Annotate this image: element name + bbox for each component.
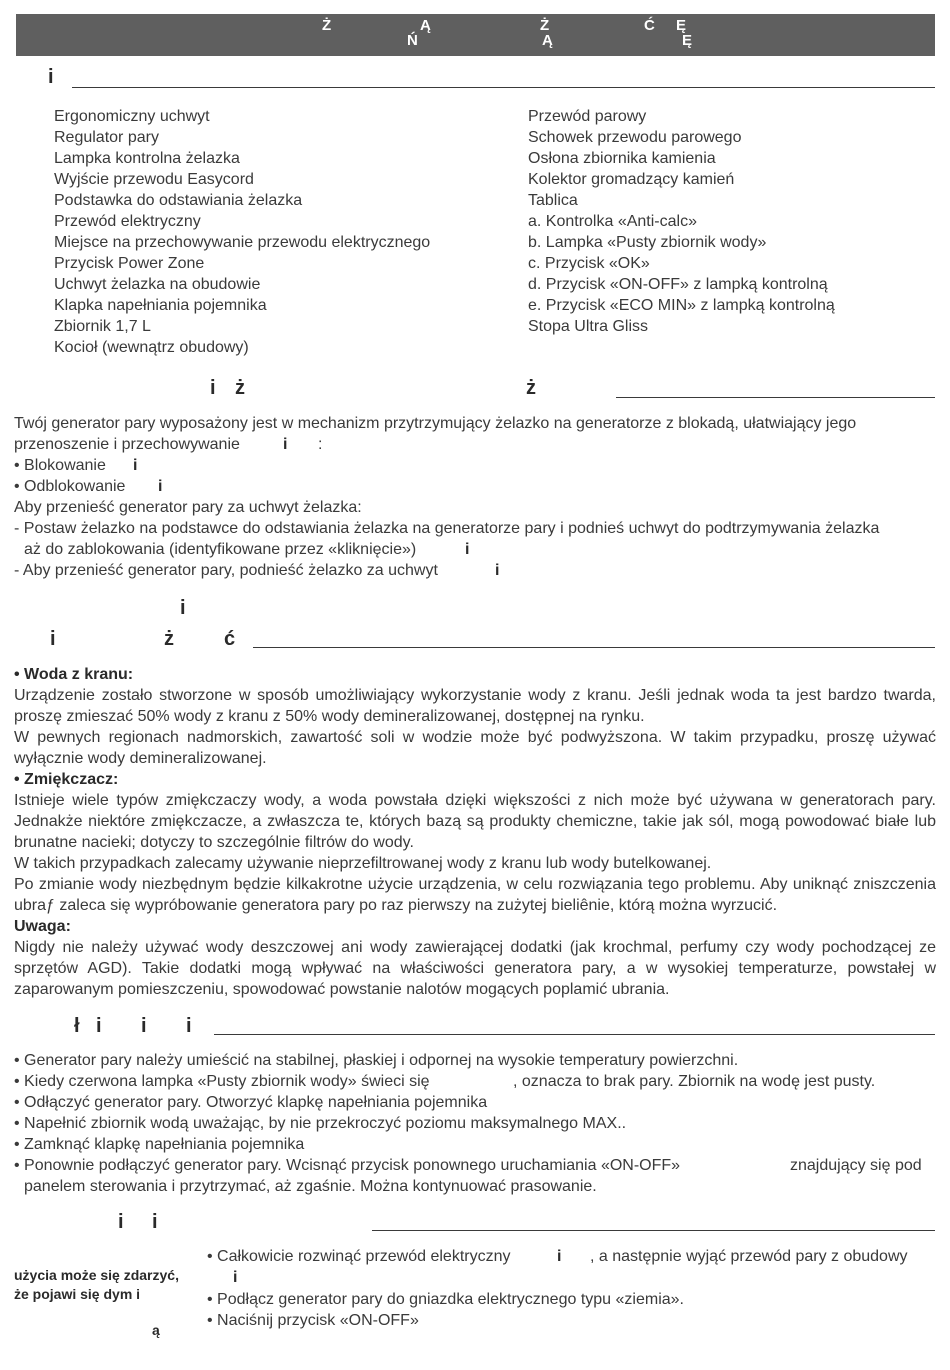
carry-step-2-glyph: i xyxy=(495,562,500,579)
header-glyph: Ą xyxy=(542,32,553,49)
list-item-cont: znajdujący się pod xyxy=(790,1157,922,1174)
list-item: Miejsce na przechowywanie przewodu elektrycznego xyxy=(54,234,431,251)
list-item: d. Przycisk «ON-OFF» z lampką kontrolną xyxy=(528,276,828,293)
section2-intro-colon: : xyxy=(318,436,323,453)
list-item: Lampka kontrolna żelazka xyxy=(54,150,240,167)
list-item: Osłona zbiornika kamienia xyxy=(528,150,716,167)
list-item-glyph: i xyxy=(233,1269,238,1286)
list-item: Przewód elektryczny xyxy=(54,213,201,230)
list-item-cont: panelem sterowania i przytrzymać, aż zgaśnie. Można kontynuować prasowanie. xyxy=(24,1178,597,1195)
section5-heading-glyph: i xyxy=(118,1211,124,1233)
section4-heading-glyph: i xyxy=(141,1015,147,1037)
section3-heading-glyph: i xyxy=(50,628,56,650)
list-item: Podstawka do odstawiania żelazka xyxy=(54,192,303,209)
bullet-lock-glyph: i xyxy=(133,457,138,474)
list-item: Wyjście przewodu Easycord xyxy=(54,171,254,188)
section3-heading-glyph: ż xyxy=(164,628,174,650)
carry-step-1-glyph: i xyxy=(465,541,470,558)
list-item: Zbiornik 1,7 L xyxy=(54,318,151,335)
list-item: Kolektor gromadzący kamień xyxy=(528,171,735,188)
header-glyph: Ż xyxy=(540,17,550,34)
note-title: Uwaga: xyxy=(14,918,71,935)
list-item: Klapka napełniania pojemnika xyxy=(54,297,267,314)
header-glyph: Ą xyxy=(420,17,431,34)
section3-heading-glyph: ć xyxy=(224,628,236,650)
list-item: • Naciśnij przycisk «ON-OFF» xyxy=(207,1312,419,1329)
list-item: • Całkowicie rozwinąć przewód elektryczny xyxy=(207,1248,511,1265)
list-item: • Podłącz generator pary do gniazdka elektrycznego typu «ziemia». xyxy=(207,1291,684,1308)
section4-heading-rule xyxy=(214,1034,935,1035)
section2-intro-glyph: i xyxy=(283,436,288,453)
list-item: Stopa Ultra Gliss xyxy=(528,318,649,335)
list-item: Tablica xyxy=(528,192,578,209)
list-item: a. Kontrolka «Anti-calc» xyxy=(528,213,697,230)
section5-heading-rule xyxy=(372,1230,935,1231)
note-paragraph: Nigdy nie należy używać wody deszczowej ani wody zawierającej dodatki (jak krochmal, perfumy czy wody pochodzącej ze sprzętów AGD). Takie dodatki mogą wpływać na właściwości generatora pary, a w wysokiej temperaturze, powstałej w zaparowanym pomieszczeniu, spowodować powstanie nalotów mogących poplamić ubrania. xyxy=(14,939,936,998)
side-note-glyph: ą xyxy=(152,1322,160,1338)
softener-paragraph: Po zmianie wody niezbędnym będzie kilkakrotne użycie urządzenia, w celu rozwiązania tego problemu. Aby uniknąć zniszczenia ubraƒ zaleca się wypróbowanie generatora pary po raz pierwszy na zużytej bieliênie, którą można wyrzucić. xyxy=(14,876,936,914)
carry-step-2: - Aby przenieść generator pary, podnieść żelazko za uchwyt xyxy=(14,562,438,579)
section1-heading-rule xyxy=(72,87,935,88)
section4-heading-glyph: i xyxy=(96,1015,102,1037)
list-item: Uchwyt żelazka na obudowie xyxy=(54,276,261,293)
section3-heading-glyph: i xyxy=(180,597,186,619)
side-note: użycia może się zdarzyć, xyxy=(14,1267,179,1283)
section3-heading-rule xyxy=(253,647,935,648)
section2-intro: Twój generator pary wyposażony jest w mechanizm przytrzymujący żelazko na generatorze z blokadą, ułatwiający jego xyxy=(14,415,857,432)
header-glyph: Ę xyxy=(682,32,693,49)
list-item: • Kiedy czerwona lampka «Pusty zbiornik wody» świeci się xyxy=(14,1073,430,1090)
softener-title: • Zmiękczacz: xyxy=(14,771,119,788)
list-item: Przewód parowy xyxy=(528,108,647,125)
list-item: Przycisk Power Zone xyxy=(54,255,205,272)
list-item: • Generator pary należy umieścić na stabilnej, płaskiej i odpornej na wysokie temperatury powierzchni. xyxy=(14,1052,739,1069)
section4-heading-glyph: i xyxy=(186,1015,192,1037)
list-item: • Ponownie podłączyć generator pary. Wcisnąć przycisk ponownego uruchamiania «ON-OFF» xyxy=(14,1157,681,1174)
list-item-glyph: i xyxy=(557,1248,562,1265)
softener-paragraph: Istnieje wiele typów zmiękczaczy wody, a woda powstała dzięki większości z nich może być używana w generatorach pary. Jednakże niektóre zmiękczacze, a zwłaszcza te, których bazą są produkty chemiczne, takie jak sól, mogą powodować białe lub brunatne nacieki; dotyczy to szczególnie filtrów do wody. xyxy=(14,792,936,851)
list-item: e. Przycisk «ECO MIN» z lampką kontrolną xyxy=(528,297,835,314)
list-item: Kocioł (wewnątrz obudowy) xyxy=(54,339,249,356)
carry-instruction: Aby przenieść generator pary za uchwyt żelazka: xyxy=(14,499,362,516)
list-item: • Zamknąć klapkę napełniania pojemnika xyxy=(14,1136,305,1153)
section2-heading-rule xyxy=(616,397,935,398)
list-item: c. Przycisk «OK» xyxy=(528,255,650,272)
list-item: Schowek przewodu parowego xyxy=(528,129,742,146)
header-glyph: Ć xyxy=(644,17,655,34)
header-glyph: Ż xyxy=(322,17,332,34)
header-glyph: Ę xyxy=(676,17,687,34)
section2-heading-glyph: ż xyxy=(526,377,536,399)
softener-paragraph: W takich przypadkach zalecamy używanie nieprzefiltrowanej wody z kranu lub wody butelkowanej. xyxy=(14,855,712,872)
carry-step-1: - Postaw żelazko na podstawce do odstawiania żelazka na generatorze pary i podnieś uchwyt do podtrzymywania żelazka xyxy=(14,520,880,537)
list-item-cont: , a następnie wyjąć przewód pary z obudowy xyxy=(590,1248,908,1265)
list-item: • Odłączyć generator pary. Otworzyć klapkę napełniania pojemnika xyxy=(14,1094,488,1111)
list-item-cont: , oznacza to brak pary. Zbiornik na wodę jest pusty. xyxy=(513,1073,876,1090)
tap-water-paragraph: Urządzenie zostało stworzone w sposób umożliwiający wykorzystanie wody z kranu. Jeśli jednak woda ta jest bardzo twarda, proszę zmieszać 50% wody z kranu z 50% wody demineralizowanej, dostępnej na rynku. xyxy=(14,687,936,725)
tap-water-paragraph: W pewnych regionach nadmorskich, zawartość soli w wodzie może być podwyższona. W takim przypadku, proszę używać wyłącznie wody demineralizowanej. xyxy=(14,729,936,767)
side-note: że pojawi się dym i xyxy=(14,1286,141,1302)
parts-list-left xyxy=(54,106,430,358)
header-glyph: Ń xyxy=(407,32,418,49)
list-item: Ergonomiczny uchwyt xyxy=(54,108,210,125)
section2-heading-glyph: ż xyxy=(235,377,245,399)
header-bar xyxy=(16,14,935,56)
list-item: b. Lampka «Pusty zbiornik wody» xyxy=(528,234,767,251)
section2-heading-glyph: i xyxy=(210,377,216,399)
section5-heading-glyph: i xyxy=(152,1211,158,1233)
section4-heading-glyph: ł xyxy=(74,1015,80,1037)
list-item: • Napełnić zbiornik wodą uważając, by nie przekroczyć poziomu maksymalnego MAX.. xyxy=(14,1115,627,1132)
parts-list-right xyxy=(528,106,835,337)
tap-water-title: • Woda z kranu: xyxy=(14,666,134,683)
bullet-unlock-glyph: i xyxy=(158,478,163,495)
section2-intro-cont: przenoszenie i przechowywanie xyxy=(14,436,240,453)
list-item: Regulator pary xyxy=(54,129,159,146)
bullet-lock: • Blokowanie xyxy=(14,457,106,474)
carry-step-1-cont: aż do zablokowania (identyfikowane przez «kliknięcie») xyxy=(24,541,417,558)
section1-heading-glyph: i xyxy=(48,66,54,88)
bullet-unlock: • Odblokowanie xyxy=(14,478,126,495)
